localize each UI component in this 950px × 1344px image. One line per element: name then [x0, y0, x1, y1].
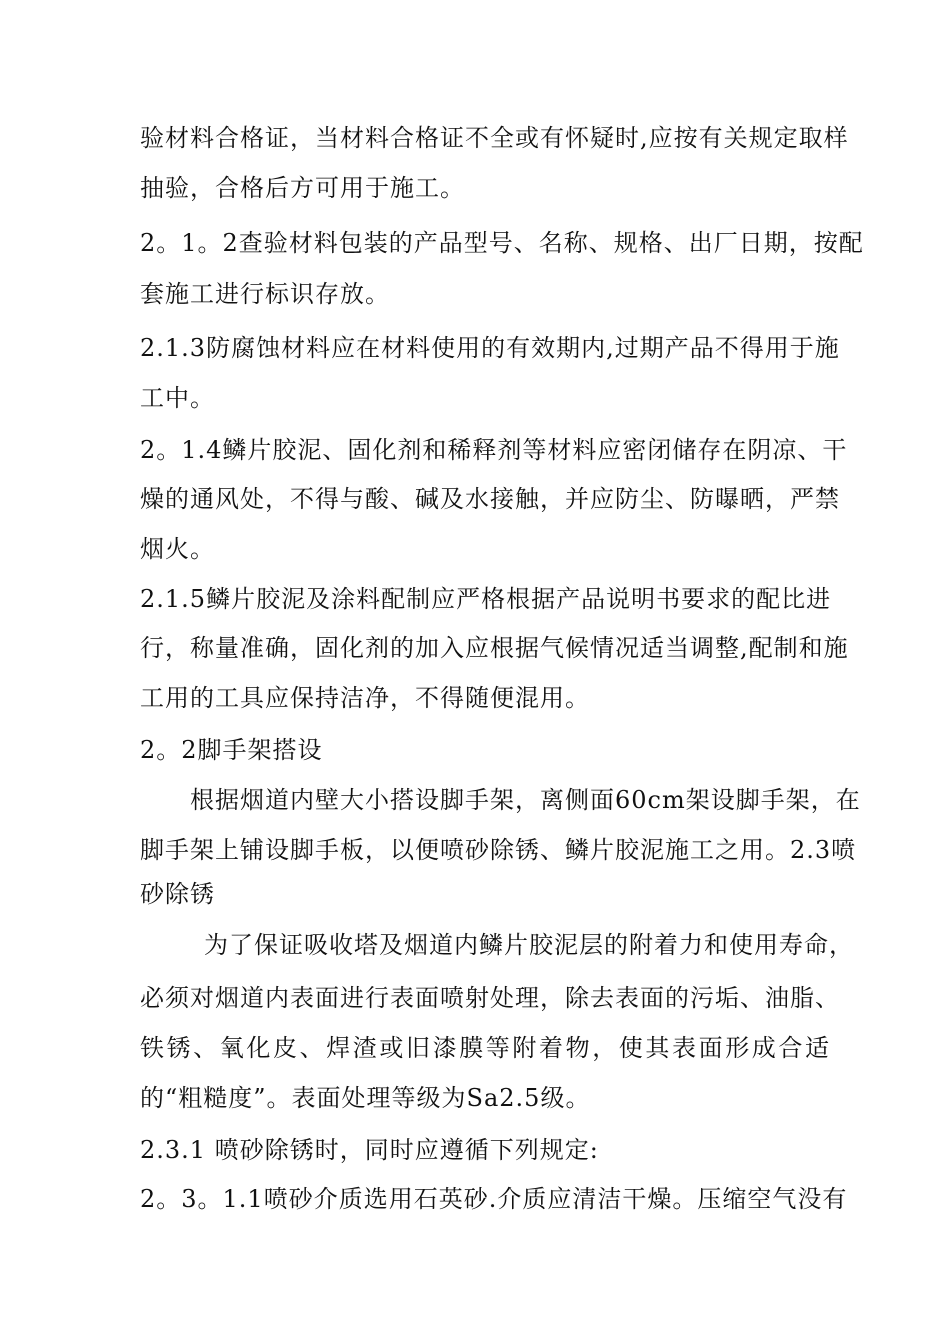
text-line-18: 必须对烟道内表面进行表面喷射处理，除去表面的污垢、油脂、	[140, 984, 840, 1012]
text-line-20: 的“粗糙度”。表面处理等级为Sa2.5级。	[140, 1084, 591, 1112]
text-line-15: 脚手架上铺设脚手板，以便喷砂除锈、鳞片胶泥施工之用。2.3喷	[140, 836, 857, 864]
text-line-14: 根据烟道内壁大小搭设脚手架，离侧面60cm架设脚手架，在	[190, 786, 861, 814]
text-line-22: 2。3。1.1喷砂介质选用石英砂.介质应清洁干燥。压缩空气没有	[140, 1185, 848, 1213]
text-line-6: 工中。	[140, 384, 215, 412]
text-line-7: 2。1.4鳞片胶泥、固化剂和稀释剂等材料应密闭储存在阴凉、干	[140, 436, 848, 464]
text-line-10: 2.1.5鳞片胶泥及涂料配制应严格根据产品说明书要求的配比进	[140, 585, 832, 613]
text-line-3: 2。1。2查验材料包装的产品型号、名称、规格、出厂日期，按配	[140, 229, 864, 257]
text-line-4: 套施工进行标识存放。	[140, 280, 390, 308]
text-line-12: 工用的工具应保持洁净，不得随便混用。	[140, 684, 590, 712]
text-line-1: 验材料合格证，当材料合格证不全或有怀疑时,应按有关规定取样	[140, 124, 849, 152]
text-line-17: 为了保证吸收塔及烟道内鳞片胶泥层的附着力和使用寿命，	[204, 931, 854, 959]
text-line-21: 2.3.1 喷砂除锈时，同时应遵循下列规定:	[140, 1136, 599, 1164]
text-line-11: 行，称量准确，固化剂的加入应根据气候情况适当调整,配制和施	[140, 634, 849, 662]
text-line-19: 铁锈、氧化皮、焊渣或旧漆膜等附着物，使其表面形成合适	[140, 1034, 830, 1062]
text-line-2: 抽验，合格后方可用于施工。	[140, 174, 465, 202]
section-heading-2-2: 2。2脚手架搭设	[140, 736, 323, 764]
text-line-16: 砂除锈	[140, 880, 215, 908]
text-line-9: 烟火。	[140, 535, 215, 563]
text-line-5: 2.1.3防腐蚀材料应在材料使用的有效期内,过期产品不得用于施	[140, 334, 840, 362]
text-line-8: 燥的通风处，不得与酸、碱及水接触，并应防尘、防曝晒，严禁	[140, 485, 840, 513]
